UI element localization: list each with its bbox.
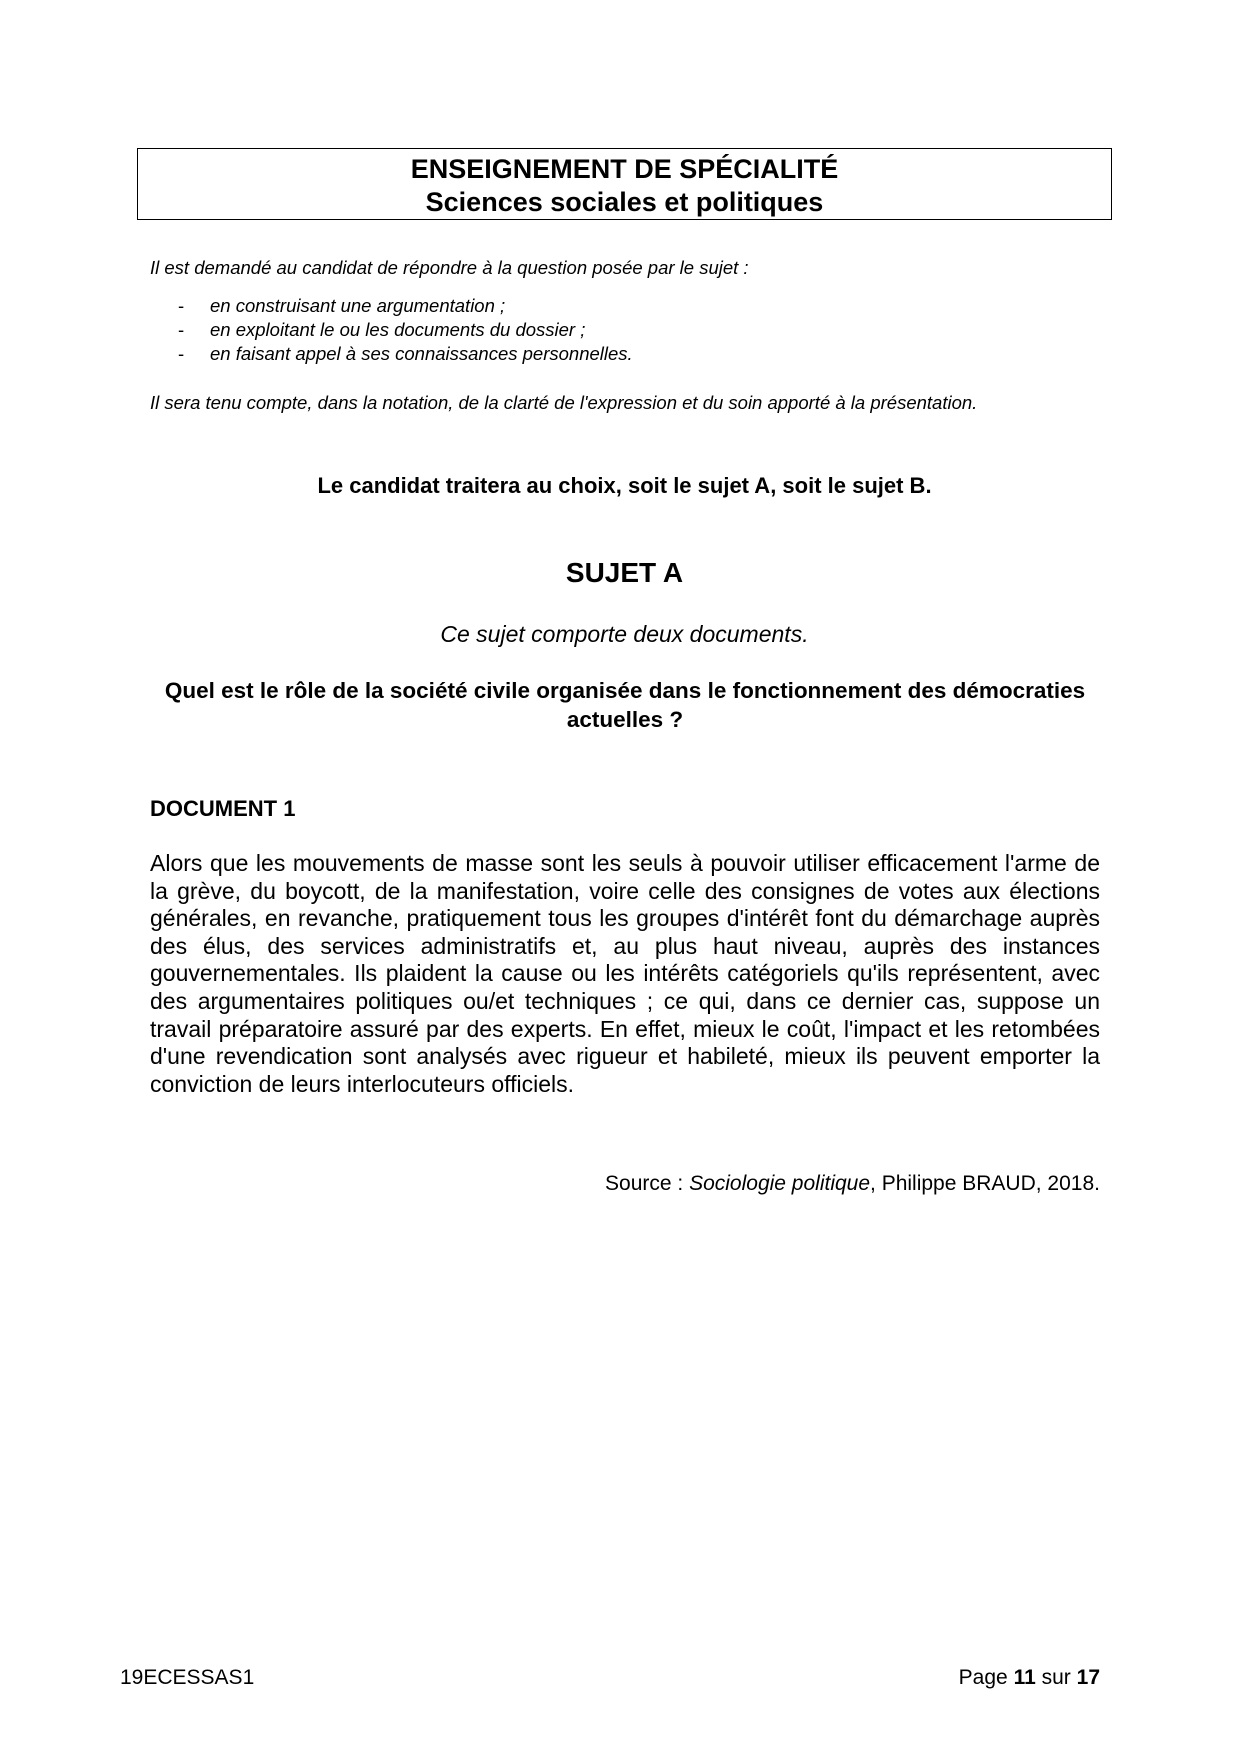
subject-note: Ce sujet comporte deux documents. — [440, 621, 809, 647]
page-total: 17 — [1076, 1666, 1100, 1689]
page-of: sur — [1041, 1666, 1071, 1689]
list-dash: - — [178, 295, 185, 316]
specialty-subtitle: Sciences sociales et politiques — [425, 187, 824, 217]
list-item-text: en faisant appel à ses connaissances personnelles. — [210, 343, 633, 364]
instructions-notation: Il sera tenu compte, dans la notation, de la clarté de l'expression et du soin apporté à la présentation. — [150, 392, 978, 413]
choice-statement: Le candidat traitera au choix, soit le sujet A, soit le sujet B. — [317, 473, 932, 498]
specialty-title: ENSEIGNEMENT DE SPÉCIALITÉ — [410, 154, 839, 184]
exam-code: 19ECESSAS1 — [120, 1666, 255, 1689]
source-prefix: Source : — [605, 1172, 690, 1195]
page-current: 11 — [1013, 1666, 1036, 1689]
page-number — [959, 1665, 1100, 1691]
list-item — [178, 318, 633, 342]
source-title: Sociologie politique — [689, 1172, 871, 1195]
document-source — [605, 1171, 1100, 1197]
list-item-text: en construisant une argumentation ; — [210, 295, 506, 316]
list-item-text: en exploitant le ou les documents du dossier ; — [210, 319, 586, 340]
subject-title: SUJET A — [565, 557, 684, 588]
list-item — [178, 342, 633, 366]
specialty-header-box — [137, 148, 1112, 220]
instructions-list — [178, 294, 633, 366]
document-text: Alors que les mouvements de masse sont les seuls à pouvoir utiliser efficacement l'arme de la grève, du boycott, de la manifestation, voire celle des consignes de votes aux élections générales, en revanche, pratiquement tous les groupes d'intérêt font du démarchage auprès des élus, des services administratifs et, au plus haut niveau, auprès des instances gouvernementales. Ils plaident la cause ou les intérêts catégoriels qu'ils représentent, avec des argumentaires politiques ou/et techniques ; ce qui, dans ce dernier cas, suppose un travail préparatoire assuré par des experts. En effet, mieux le coût, l'impact et les retombées d'une revendication sont analysés avec rigueur et habileté, mieux ils peuvent emporter la conviction de leurs interlocuteurs officiels. — [150, 850, 1100, 1097]
subject-question: Quel est le rôle de la société civile organisée dans le fonctionnement des démocraties actuelles ? — [164, 678, 1086, 732]
source-suffix: , Philippe BRAUD, 2018. — [870, 1172, 1100, 1195]
list-item — [178, 294, 633, 318]
page-word: Page — [958, 1666, 1008, 1689]
list-dash: - — [178, 319, 185, 340]
instructions-intro: Il est demandé au candidat de répondre à la question posée par le sujet : — [150, 257, 749, 278]
document-title: DOCUMENT 1 — [150, 796, 296, 821]
list-dash: - — [178, 343, 185, 364]
